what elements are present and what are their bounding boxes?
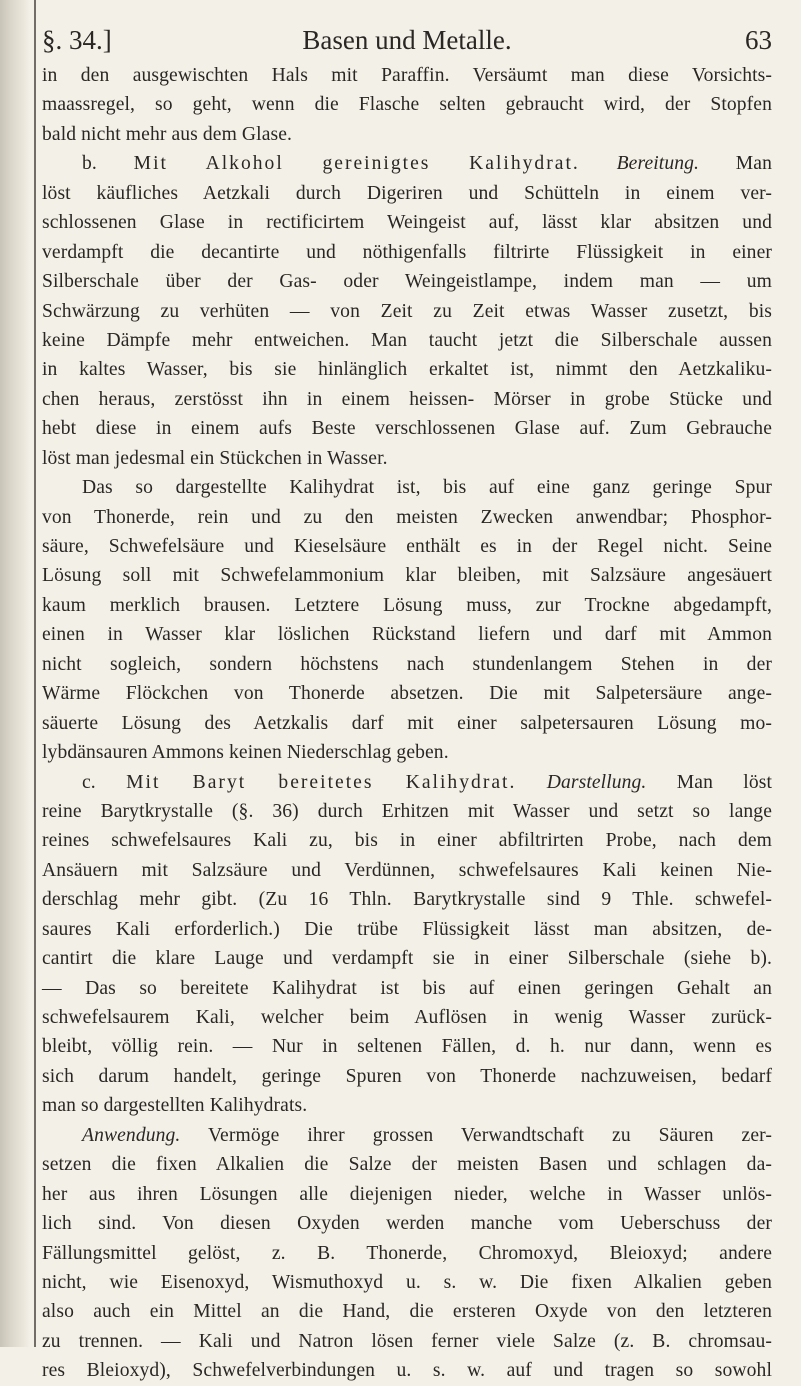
text-segment: Man: [699, 153, 773, 175]
text-segment: einen in Wasser klar löslichen Rückstand liefern und darf mit Ammon: [42, 624, 772, 646]
text-line: [42, 1032, 772, 1061]
text-line: [42, 826, 772, 855]
text-line: [42, 326, 772, 355]
text-line: [42, 797, 772, 826]
text-line: [42, 1062, 772, 1091]
text-segment: her aus ihren Lösungen alle diejenigen nieder, welche in Wasser unlös-: [42, 1183, 772, 1205]
text-line: [42, 1327, 772, 1356]
text-line: [42, 1180, 772, 1209]
text-segment: hebt diese in einem aufs Beste verschlossenen Glase auf. Zum Gebrauche: [42, 418, 772, 440]
text-segment: man so dargestellten Kalihydrats.: [42, 1095, 308, 1117]
text-line: [42, 473, 772, 502]
text-segment: [516, 772, 546, 793]
text-line: [42, 120, 772, 149]
text-line: [42, 414, 772, 443]
running-header: [42, 20, 772, 60]
text-line: [42, 503, 772, 532]
text-segment: Das so dargestellte Kalihydrat ist, bis auf eine ganz geringe Spur: [82, 477, 772, 499]
text-segment: löst man jedesmal ein Stückchen in Wasser.: [42, 447, 388, 469]
text-segment: c.: [82, 771, 127, 793]
text-segment: — Das so bereitete Kalihydrat ist bis auf einen geringen Gehalt an: [42, 977, 772, 999]
text-line: [42, 385, 772, 414]
text-line: [42, 1003, 772, 1032]
text-segment: saures Kali erforderlich.) Die trübe Flüssigkeit lässt man absitzen, de-: [42, 918, 772, 940]
text-segment: in kaltes Wasser, bis sie hinlänglich erkaltet ist, nimmt den Aetzkaliku-: [42, 359, 772, 381]
page-number: 63: [745, 25, 772, 55]
text-segment: nicht sogleich, sondern höchstens nach stundenlangem Stehen in der: [42, 653, 772, 675]
text-segment: nicht, wie Eisenoxyd, Wismuthoxyd u. s. w. Die fixen Alkalien geben: [42, 1271, 772, 1293]
text-line: [42, 974, 772, 1003]
text-line: [42, 149, 772, 178]
text-segment: Fällungsmittel gelöst, z. B. Thonerde, Chromoxyd, Bleioxyd; andere: [42, 1242, 772, 1264]
text-line: [42, 709, 772, 738]
text-line: [42, 267, 772, 296]
text-segment: sich darum handelt, geringe Spuren von Thonerde nachzuweisen, bedarf: [42, 1065, 772, 1087]
text-line: [42, 1209, 772, 1238]
text-segment: derschlag mehr gibt. (Zu 16 Thln. Barytkrystalle sind 9 Thle. schwefel-: [42, 889, 772, 911]
page-gutter-edge: [34, 0, 36, 1347]
text-segment: löst käufliches Aetzkali durch Digeriren und Schütteln in einem ver-: [42, 182, 772, 204]
text-segment: verdampft die decantirte und nöthigenfalls filtrirte Flüssigkeit in einer: [42, 241, 772, 263]
text-line: [42, 444, 772, 473]
text-segment: lybdänsauren Ammons keinen Niederschlag geben.: [42, 742, 449, 764]
text-line: [42, 738, 772, 767]
text-line: [42, 768, 772, 797]
book-binding-shadow: [0, 0, 30, 1347]
text-segment: [580, 153, 617, 174]
text-line: [42, 620, 772, 649]
text-line: [42, 915, 772, 944]
text-segment: setzen die fixen Alkalien die Salze der meisten Basen und schlagen da-: [42, 1154, 772, 1176]
text-line: [42, 561, 772, 590]
text-segment: b.: [82, 153, 134, 175]
text-segment: Lösung soll mit Schwefelammonium klar bleiben, mit Salzsäure angesäuert: [42, 565, 772, 587]
text-segment: res Bleioxyd), Schwefelverbindungen u. s. w. auf und tragen so sowohl: [42, 1360, 772, 1382]
text-line: [42, 179, 772, 208]
text-segment: schwefelsaurem Kali, welcher beim Auflösen in wenig Wasser zurück-: [42, 1007, 772, 1028]
text-segment: Ansäuern mit Salzsäure und Verdünnen, schwefelsaures Kali keinen Nie-: [42, 859, 772, 881]
text-segment: Wärme Flöckchen von Thonerde absetzen. Die mit Salpetersäure ange-: [42, 683, 772, 705]
text-segment: keine Dämpfe mehr entweichen. Man taucht jetzt die Silberschale aussen: [42, 329, 772, 351]
text-segment: cantirt die klare Lauge und verdampft sie in einer Silberschale (siehe b).: [42, 948, 772, 970]
spaced-heading: Mit Alkohol gereinigtes Kalihydrat.: [133, 153, 580, 175]
text-segment: maassregel, so geht, wenn die Flasche selten gebraucht wird, der Stopfen: [42, 94, 772, 116]
text-segment: chen heraus, zerstösst ihn in einem heissen- Mörser in grobe Stücke und: [42, 388, 772, 410]
text-line: [42, 1121, 772, 1150]
text-segment: Schwärzung zu verhüten — von Zeit zu Zeit etwas Wasser zusetzt, bis: [42, 300, 772, 322]
text-segment: schlossenen Glase in rectificirtem Weingeist auf, lässt klar absitzen und: [42, 212, 772, 234]
text-line: [42, 591, 772, 620]
spaced-heading: Mit Baryt bereitetes Kalihydrat.: [126, 771, 517, 793]
body-text: [42, 61, 772, 1386]
text-line: [42, 944, 772, 973]
text-segment: kaum merklich brausen. Letztere Lösung muss, zur Trockne abgedampft,: [42, 594, 772, 616]
running-title: Basen und Metalle.: [302, 25, 512, 55]
text-line: [42, 650, 772, 679]
italic-heading: Darstellung.: [546, 771, 647, 793]
text-segment: Vermöge ihrer grossen Verwandtschaft zu Säuren zer-: [180, 1124, 772, 1146]
text-segment: von Thonerde, rein und zu den meisten Zwecken anwendbar; Phosphor-: [42, 506, 772, 528]
text-line: [42, 1150, 772, 1179]
text-segment: säure, Schwefelsäure und Kieselsäure enthält es in der Regel nicht. Seine: [42, 536, 772, 557]
text-line: [42, 355, 772, 384]
text-segment: bald nicht mehr aus dem Glase.: [42, 123, 293, 145]
text-segment: säuerte Lösung des Aetzkalis darf mit einer salpetersauren Lösung mo-: [42, 712, 772, 734]
text-line: [42, 1268, 772, 1297]
italic-heading: Bereitung.: [616, 153, 700, 175]
text-line: [42, 856, 772, 885]
text-line: [42, 238, 772, 267]
text-segment: reines schwefelsaures Kali zu, bis in einer abfiltrirten Probe, nach dem: [42, 830, 772, 852]
section-reference: §. 34.]: [42, 25, 112, 55]
text-line: [42, 532, 772, 561]
text-line: [42, 90, 772, 119]
text-segment: Silberschale über der Gas- oder Weingeistlampe, indem man — um: [42, 271, 772, 293]
text-segment: reine Barytkrystalle (§. 36) durch Erhitzen mit Wasser und setzt so lange: [42, 800, 772, 822]
text-segment: bleibt, völlig rein. — Nur in seltenen Fällen, d. h. nur dann, wenn es: [42, 1036, 772, 1058]
text-line: [42, 1356, 772, 1385]
text-segment: lich sind. Von diesen Oxyden werden manche vom Ueberschuss der: [42, 1213, 772, 1235]
text-segment: also auch ein Mittel an die Hand, die ersteren Oxyde von den letzteren: [42, 1301, 772, 1323]
text-line: [42, 208, 772, 237]
text-line: [42, 1091, 772, 1120]
text-segment: Man löst: [646, 771, 773, 793]
text-line: [42, 885, 772, 914]
text-segment: zu trennen. — Kali und Natron lösen ferner viele Salze (z. B. chromsau-: [42, 1330, 772, 1352]
text-line: [42, 1297, 772, 1326]
text-segment: in den ausgewischten Hals mit Paraffin. Versäumt man diese Vorsichts-: [42, 65, 772, 86]
text-line: [42, 679, 772, 708]
italic-heading: Anwendung.: [82, 1124, 181, 1146]
text-line: [42, 61, 772, 90]
text-line: [42, 1239, 772, 1268]
text-line: [42, 297, 772, 326]
book-page: [42, 20, 772, 1386]
